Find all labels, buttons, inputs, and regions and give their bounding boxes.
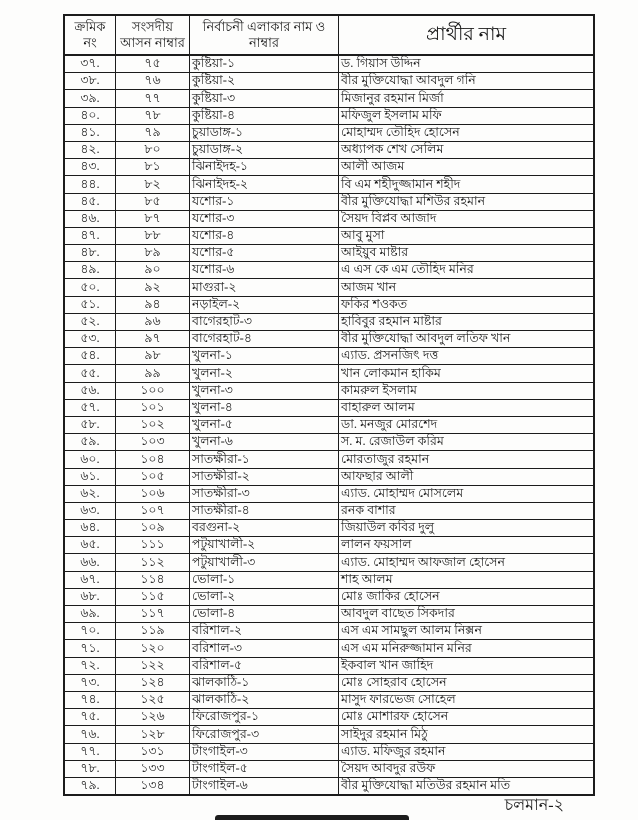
candidate-cell: এ্যাড. মফিজুর রহমান <box>339 743 595 760</box>
constituency-cell: বাগেরহাট-৪ <box>190 331 339 348</box>
constituency-cell: খুলনা-৬ <box>190 434 339 451</box>
serial-cell: ৫১. <box>64 296 116 313</box>
candidate-cell: রনক বাশার <box>339 502 595 519</box>
candidate-cell: খান লোকমান হাকিম <box>339 365 595 382</box>
serial-cell: ৫৮. <box>64 416 116 433</box>
candidate-cell: এ্যাড. মোহাম্মদ আফজাল হোসেন <box>339 554 595 571</box>
seat-cell: ১১২ <box>116 554 190 571</box>
seat-cell: ৯২ <box>116 279 190 296</box>
seat-cell: ৭৭ <box>116 90 190 107</box>
candidate-cell: অধ্যাপক শেখ সেলিম <box>339 141 595 158</box>
serial-cell: ৭৩. <box>64 674 116 691</box>
serial-cell: ৩৭. <box>64 55 116 73</box>
serial-cell: ৫২. <box>64 313 116 330</box>
constituency-cell: বরিশাল-৩ <box>190 640 339 657</box>
candidate-cell: আবু মুসা <box>339 227 595 244</box>
serial-cell: ৫৯. <box>64 434 116 451</box>
constituency-cell: সাতক্ষীরা-৩ <box>190 485 339 502</box>
table-row <box>64 176 594 193</box>
candidate-cell: ডা. মনজুর মোরশেদ <box>339 416 595 433</box>
serial-cell: ৬৬. <box>64 554 116 571</box>
seat-cell: ১০০ <box>116 382 190 399</box>
table-row <box>64 331 594 348</box>
candidate-cell: জিয়াউল কবির দুলু <box>339 520 595 537</box>
serial-cell: ৪১. <box>64 124 116 141</box>
table-row <box>64 296 594 313</box>
candidate-cell: বাহারুল আলম <box>339 399 595 416</box>
seat-cell: ৮৫ <box>116 193 190 210</box>
candidate-cell: ইকবাল খান জাহিদ <box>339 657 595 674</box>
serial-cell: ৫০. <box>64 279 116 296</box>
table-row <box>64 468 594 485</box>
serial-cell: ৫৪. <box>64 348 116 365</box>
seat-cell: ৮৮ <box>116 227 190 244</box>
seat-cell: ৯৭ <box>116 331 190 348</box>
seat-cell: ১০৭ <box>116 502 190 519</box>
candidate-cell: সাইদুর রহমান মিঠু <box>339 726 595 743</box>
candidate-cell: স. ম. রেজাউল করিম <box>339 434 595 451</box>
constituency-cell: ভোলা-১ <box>190 571 339 588</box>
serial-cell: ৩৯. <box>64 90 116 107</box>
table-row <box>64 245 594 262</box>
seat-cell: ১৩৩ <box>116 760 190 777</box>
constituency-cell: যশোর-৫ <box>190 245 339 262</box>
seat-cell: ১০১ <box>116 399 190 416</box>
candidate-cell: মাসুদ ফারভেজ সোহেল <box>339 691 595 708</box>
serial-cell: ৭০. <box>64 623 116 640</box>
table-row <box>64 416 594 433</box>
table-row <box>64 210 594 227</box>
seat-cell: ১২৫ <box>116 691 190 708</box>
serial-cell: ৪৫. <box>64 193 116 210</box>
constituency-cell: টাংগাইল-৬ <box>190 777 339 795</box>
candidate-cell: সৈয়দ বিপ্লব আজাদ <box>339 210 595 227</box>
table-row <box>64 606 594 623</box>
table-body <box>64 55 594 795</box>
table-row <box>64 554 594 571</box>
header-candidate-name: প্রার্থীর নাম <box>339 15 595 55</box>
constituency-cell: খুলনা-৩ <box>190 382 339 399</box>
serial-cell: ৭৬. <box>64 726 116 743</box>
constituency-cell: ভোলা-৪ <box>190 606 339 623</box>
table-row <box>64 348 594 365</box>
constituency-cell: ঝিনাইদহ-২ <box>190 176 339 193</box>
page-edge-artifact <box>215 815 409 820</box>
table-row <box>64 760 594 777</box>
candidate-cell: ড. গিয়াস উদ্দিন <box>339 55 595 73</box>
candidate-cell: লালন ফয়সাল <box>339 537 595 554</box>
candidate-cell: এস এম সামছুল আলম নিক্সন <box>339 623 595 640</box>
serial-cell: ৪৩. <box>64 159 116 176</box>
table-row <box>64 502 594 519</box>
seat-cell: ১১৪ <box>116 571 190 588</box>
constituency-cell: কুষ্টিয়া-১ <box>190 55 339 73</box>
table-row <box>64 55 594 73</box>
candidate-cell: শাহ আলম <box>339 571 595 588</box>
table-row <box>64 571 594 588</box>
seat-cell: ১২২ <box>116 657 190 674</box>
header-constituency-name: নির্বাচনী এলাকার নাম ও নাম্বার <box>190 15 339 55</box>
table-row <box>64 623 594 640</box>
constituency-cell: ঝিনাইদহ-১ <box>190 159 339 176</box>
constituency-cell: ফিরোজপুর-৩ <box>190 726 339 743</box>
candidate-cell: আজম খান <box>339 279 595 296</box>
seat-cell: ৭৫ <box>116 55 190 73</box>
seat-cell: ১১৯ <box>116 623 190 640</box>
candidate-cell: আফছার আলী <box>339 468 595 485</box>
seat-cell: ১০৬ <box>116 485 190 502</box>
table-row <box>64 365 594 382</box>
seat-cell: ১০৯ <box>116 520 190 537</box>
serial-cell: ৬৫. <box>64 537 116 554</box>
serial-cell: ৭৪. <box>64 691 116 708</box>
seat-cell: ১১৫ <box>116 588 190 605</box>
header-row <box>64 15 594 55</box>
candidate-cell: এ্যাড. প্রসনজিৎ দত্ত <box>339 348 595 365</box>
constituency-cell: যশোর-৩ <box>190 210 339 227</box>
constituency-cell: সাতক্ষীরা-৪ <box>190 502 339 519</box>
candidate-cell: বীর মুক্তিযোদ্ধা মশিউর রহমান <box>339 193 595 210</box>
candidate-cell: আইয়ুব মাষ্টার <box>339 245 595 262</box>
table-row <box>64 159 594 176</box>
table-row <box>64 726 594 743</box>
table-row <box>64 313 594 330</box>
seat-cell: ৮৭ <box>116 210 190 227</box>
seat-cell: ১২৮ <box>116 726 190 743</box>
table-row <box>64 124 594 141</box>
candidate-cell: এস এম মনিরুজ্জামান মনির <box>339 640 595 657</box>
serial-cell: ৪৯. <box>64 262 116 279</box>
table-row <box>64 227 594 244</box>
table-row <box>64 657 594 674</box>
candidate-cell: এ্যাড. মোহাম্মদ মোসলেম <box>339 485 595 502</box>
seat-cell: ৮২ <box>116 176 190 193</box>
constituency-cell: টাংগাইল-৩ <box>190 743 339 760</box>
seat-cell: ১৩১ <box>116 743 190 760</box>
candidate-cell: বীর মুক্তিযোদ্ধা আবদুল গনি <box>339 73 595 90</box>
continuation-label: চলমান-২ <box>504 797 564 814</box>
seat-cell: ১২০ <box>116 640 190 657</box>
constituency-cell: যশোর-৬ <box>190 262 339 279</box>
constituency-cell: খুলনা-৫ <box>190 416 339 433</box>
constituency-cell: যশোর-৪ <box>190 227 339 244</box>
candidate-cell: আলী আজম <box>339 159 595 176</box>
table-row <box>64 141 594 158</box>
header-seat-number: সংসদীয় আসন নাম্বার <box>116 15 190 55</box>
candidate-cell: মিজানুর রহমান মির্জা <box>339 90 595 107</box>
constituency-cell: খুলনা-৪ <box>190 399 339 416</box>
serial-cell: ৭৫. <box>64 709 116 726</box>
table-row <box>64 537 594 554</box>
candidate-cell: আবদুল বাছেত সিকদার <box>339 606 595 623</box>
seat-cell: ৯৬ <box>116 313 190 330</box>
serial-cell: ৫৩. <box>64 331 116 348</box>
serial-cell: ৬০. <box>64 451 116 468</box>
table-row <box>64 743 594 760</box>
seat-cell: ৮৯ <box>116 245 190 262</box>
serial-cell: ৪০. <box>64 107 116 124</box>
constituency-cell: ফিরোজপুর-১ <box>190 709 339 726</box>
candidate-cell: বীর মুক্তিযোদ্ধা মতিউর রহমান মতি <box>339 777 595 795</box>
constituency-cell: ঝালকাঠি-১ <box>190 674 339 691</box>
serial-cell: ৬৩. <box>64 502 116 519</box>
seat-cell: ৯০ <box>116 262 190 279</box>
candidate-cell: এ এস কে এম তৌহিদ মনির <box>339 262 595 279</box>
serial-cell: ৫৫. <box>64 365 116 382</box>
constituency-cell: খুলনা-২ <box>190 365 339 382</box>
serial-cell: ৬৯. <box>64 606 116 623</box>
constituency-cell: খুলনা-১ <box>190 348 339 365</box>
serial-cell: ৭৯. <box>64 777 116 795</box>
seat-cell: ১৩৪ <box>116 777 190 795</box>
seat-cell: ১১১ <box>116 537 190 554</box>
candidate-cell: সৈয়দ আবদুর রউফ <box>339 760 595 777</box>
serial-cell: ৩৮. <box>64 73 116 90</box>
constituency-cell: যশোর-১ <box>190 193 339 210</box>
constituency-cell: বাগেরহাট-৩ <box>190 313 339 330</box>
constituency-cell: সাতক্ষীরা-২ <box>190 468 339 485</box>
table-row <box>64 520 594 537</box>
serial-cell: ৪৭. <box>64 227 116 244</box>
table-row <box>64 640 594 657</box>
table-row <box>64 107 594 124</box>
constituency-cell: সাতক্ষীরা-১ <box>190 451 339 468</box>
constituency-cell: পটুয়াখালী-৩ <box>190 554 339 571</box>
constituency-cell: চুয়াডাঙ্গ-১ <box>190 124 339 141</box>
candidates-table <box>63 14 595 796</box>
table-row <box>64 691 594 708</box>
constituency-cell: চুয়াডাঙ্গ-২ <box>190 141 339 158</box>
serial-cell: ৫৬. <box>64 382 116 399</box>
table-row <box>64 399 594 416</box>
seat-cell: ৯৪ <box>116 296 190 313</box>
candidate-cell: ফকির শওকত <box>339 296 595 313</box>
candidate-cell: মোঃ সোহরাব হোসেন <box>339 674 595 691</box>
table-row <box>64 73 594 90</box>
table-row <box>64 382 594 399</box>
seat-cell: ১০৫ <box>116 468 190 485</box>
constituency-cell: নড়াইল-২ <box>190 296 339 313</box>
constituency-cell: কুষ্টিয়া-৩ <box>190 90 339 107</box>
table-row <box>64 709 594 726</box>
serial-cell: ৬১. <box>64 468 116 485</box>
constituency-cell: বরিশাল-২ <box>190 623 339 640</box>
constituency-cell: ঝালকাঠি-২ <box>190 691 339 708</box>
serial-cell: ৪৮. <box>64 245 116 262</box>
seat-cell: ১০৪ <box>116 451 190 468</box>
candidate-cell: মোহাম্মদ তৌহিদ হোসেন <box>339 124 595 141</box>
seat-cell: ৯৯ <box>116 365 190 382</box>
table-row <box>64 588 594 605</box>
constituency-cell: বরিশাল-৫ <box>190 657 339 674</box>
seat-cell: ৭৮ <box>116 107 190 124</box>
constituency-cell: টাংগাইল-৫ <box>190 760 339 777</box>
candidate-cell: বীর মুক্তিযোদ্ধা আবদুল লতিফ খান <box>339 331 595 348</box>
serial-cell: ৬৭. <box>64 571 116 588</box>
serial-cell: ৭৮. <box>64 760 116 777</box>
candidate-cell: হাবিবুর রহমান মাষ্টার <box>339 313 595 330</box>
table-row <box>64 279 594 296</box>
seat-cell: ৮০ <box>116 141 190 158</box>
serial-cell: ৬৮. <box>64 588 116 605</box>
table-row <box>64 674 594 691</box>
seat-cell: ১১৭ <box>116 606 190 623</box>
table-header <box>64 15 594 55</box>
serial-cell: ৪২. <box>64 141 116 158</box>
table-row <box>64 451 594 468</box>
seat-cell: ১২৬ <box>116 709 190 726</box>
constituency-cell: কুষ্টিয়া-২ <box>190 73 339 90</box>
table-row <box>64 262 594 279</box>
table-row <box>64 90 594 107</box>
candidate-cell: মফিজুল ইসলাম মফি <box>339 107 595 124</box>
candidate-cell: বি এম শহীদুজ্জামান শহীদ <box>339 176 595 193</box>
candidate-cell: মোঃ জাকির হোসেন <box>339 588 595 605</box>
constituency-cell: মাগুরা-২ <box>190 279 339 296</box>
seat-cell: ১২৪ <box>116 674 190 691</box>
table-row <box>64 193 594 210</box>
table-row <box>64 434 594 451</box>
serial-cell: ৬৪. <box>64 520 116 537</box>
serial-cell: ৫৭. <box>64 399 116 416</box>
constituency-cell: বরগুনা-২ <box>190 520 339 537</box>
seat-cell: ৭৬ <box>116 73 190 90</box>
constituency-cell: ভোলা-২ <box>190 588 339 605</box>
seat-cell: ১০২ <box>116 416 190 433</box>
seat-cell: ৮১ <box>116 159 190 176</box>
candidate-cell: মোঃ মোশারফ হোসেন <box>339 709 595 726</box>
constituency-cell: পটুয়াখালী-২ <box>190 537 339 554</box>
seat-cell: ১০৩ <box>116 434 190 451</box>
candidate-cell: কামরুল ইসলাম <box>339 382 595 399</box>
header-serial-no: ক্রমিক নং <box>64 15 116 55</box>
constituency-cell: কুষ্টিয়া-৪ <box>190 107 339 124</box>
table-row <box>64 485 594 502</box>
serial-cell: ৭১. <box>64 640 116 657</box>
seat-cell: ৭৯ <box>116 124 190 141</box>
serial-cell: ৪৪. <box>64 176 116 193</box>
serial-cell: ৪৬. <box>64 210 116 227</box>
serial-cell: ৭২. <box>64 657 116 674</box>
serial-cell: ৬২. <box>64 485 116 502</box>
seat-cell: ৯৮ <box>116 348 190 365</box>
serial-cell: ৭৭. <box>64 743 116 760</box>
candidate-cell: মোরতাজুর রহমান <box>339 451 595 468</box>
